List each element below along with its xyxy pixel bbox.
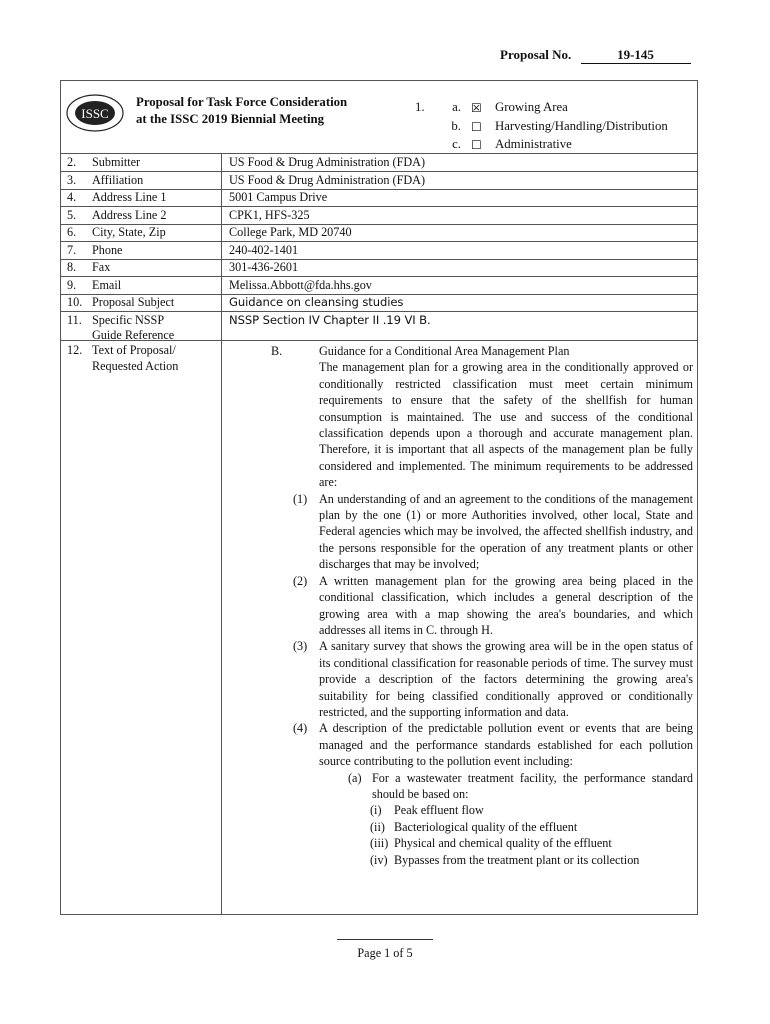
proposal-number bbox=[500, 47, 691, 64]
list-item: (4) A description of the predictable pollution event or events that are being managed and the performance standards established for each pollution source contributing to the pollution event including: bbox=[293, 721, 693, 769]
field-text-of-proposal: 12. Text of Proposal/ Requested Action bbox=[67, 343, 179, 373]
field-fax: 8. Fax 301-436-2601 bbox=[61, 259, 697, 277]
list-item: (1) An understanding of and an agreement to the conditions of the management plan by the one (1) or more Authorities involved, other local, State and Federal agencies which may be involved, the affected shellfish industry, and the persons responsible for the operation of any treatment plants or other discharges that may be involved; bbox=[293, 491, 693, 572]
form-header bbox=[61, 81, 697, 153]
field-address-line-1: 4. Address Line 1 5001 Campus Drive bbox=[61, 189, 697, 207]
form-title-line1: Proposal for Task Force Consideration bbox=[136, 95, 348, 109]
submitter-value[interactable]: US Food & Drug Administration (FDA) bbox=[229, 155, 426, 169]
proposal-number-value: 19-145 bbox=[581, 47, 691, 64]
sub-list-item: (a) For a wastewater treatment facility, the performance standard should be based on: bbox=[348, 770, 693, 801]
proposal-number-label: Proposal No. bbox=[500, 47, 572, 62]
phone-value[interactable]: 240-402-1401 bbox=[229, 242, 299, 257]
field-phone: 7. Phone 240-402-1401 bbox=[61, 242, 697, 260]
section-title: Guidance for a Conditional Area Management Plan bbox=[319, 344, 570, 358]
page-footer bbox=[0, 931, 770, 961]
svg-text:ISSC: ISSC bbox=[81, 106, 109, 121]
field-nssp-reference: 11. Specific NSSP Guide Reference NSSP Section IV Chapter II .19 VI B. bbox=[61, 312, 697, 341]
field-address-line-2: 5. Address Line 2 CPK1, HFS-325 bbox=[61, 207, 697, 225]
fax-value[interactable]: 301-436-2601 bbox=[229, 260, 299, 274]
proposal-text[interactable] bbox=[227, 343, 693, 868]
footer-rule bbox=[337, 939, 433, 940]
sub-sub-list-item: (iii) Physical and chemical quality of the effluent bbox=[370, 836, 612, 851]
address-line-1-value[interactable]: 5001 Campus Drive bbox=[229, 190, 328, 204]
sub-sub-list-item: (i) Peak effluent flow bbox=[370, 803, 484, 818]
sub-sub-list-item: (iv) Bypasses from the treatment plant or its collection bbox=[370, 852, 640, 867]
field-proposal-subject: 10. Proposal Subject Guidance on cleansing studies bbox=[61, 294, 697, 312]
category-option-growing-area[interactable]: a. ☒ Growing Area bbox=[415, 98, 451, 117]
proposal-subject-value[interactable]: Guidance on cleansing studies bbox=[229, 295, 404, 309]
affiliation-value[interactable]: US Food & Drug Administration (FDA) bbox=[229, 172, 426, 187]
list-item: (3) A sanitary survey that shows the growing area will be in the open status of its conditional classification for reasonable periods of time. The survey must provide a description of the factors determining the growing area's suitability for being classified conditionally approved or conditionally restricted, and the supporting information and data. bbox=[293, 639, 693, 719]
field-submitter: 2. Submitter US Food & Drug Administration (FDA) bbox=[61, 154, 697, 172]
intro-paragraph: The management plan for a growing area in the conditionally approved or conditionally restricted classification must meet certain minimum requirements to ensure that the safety of the shellfish for human consumption is maintained. The use and success of the conditional classification depends upon a thorough and accurate management plan. Therefore, it is important that all aspects of the management plan be fully considered and implemented. The minimum requirements to be addressed are: bbox=[319, 360, 693, 490]
address-line-2-value[interactable]: CPK1, HFS-325 bbox=[229, 207, 310, 222]
category-option-harvesting[interactable]: b. ☐ Harvesting/Handling/Distribution bbox=[415, 117, 451, 136]
list-item: (2) A written management plan for the growing area being placed in the conditional classification, which includes a general description of the growing area with a map showing the area's boundaries, and which addresses all items in C. through H. bbox=[293, 573, 693, 637]
checkbox-unchecked-icon[interactable]: ☐ bbox=[471, 138, 482, 152]
checkbox-checked-icon[interactable]: ☒ bbox=[471, 101, 482, 115]
page-number: Page 1 of 5 bbox=[357, 946, 413, 960]
form-title-line2: at the ISSC 2019 Biennial Meeting bbox=[136, 112, 325, 126]
field-email: 9. Email Melissa.Abbott@fda.hhs.gov bbox=[61, 277, 697, 295]
field-city-state-zip: 6. City, State, Zip College Park, MD 20740 bbox=[61, 224, 697, 242]
section-letter: B. bbox=[271, 344, 283, 358]
sub-sub-list-item: (ii) Bacteriological quality of the effluent bbox=[370, 819, 578, 834]
category-option-administrative[interactable]: c. ☐ Administrative bbox=[415, 135, 451, 154]
category-number: 1. bbox=[415, 100, 425, 114]
form-title bbox=[136, 94, 347, 128]
issc-logo bbox=[65, 93, 125, 133]
category-selection bbox=[415, 98, 668, 154]
email-value[interactable]: Melissa.Abbott@fda.hhs.gov bbox=[229, 277, 372, 292]
field-affiliation: 3. Affiliation US Food & Drug Administration (FDA) bbox=[61, 172, 697, 190]
proposal-form bbox=[60, 80, 698, 915]
nssp-reference-value[interactable]: NSSP Section IV Chapter II .19 VI B. bbox=[229, 312, 431, 327]
checkbox-unchecked-icon[interactable]: ☐ bbox=[471, 119, 482, 134]
city-state-zip-value[interactable]: College Park, MD 20740 bbox=[229, 225, 352, 239]
